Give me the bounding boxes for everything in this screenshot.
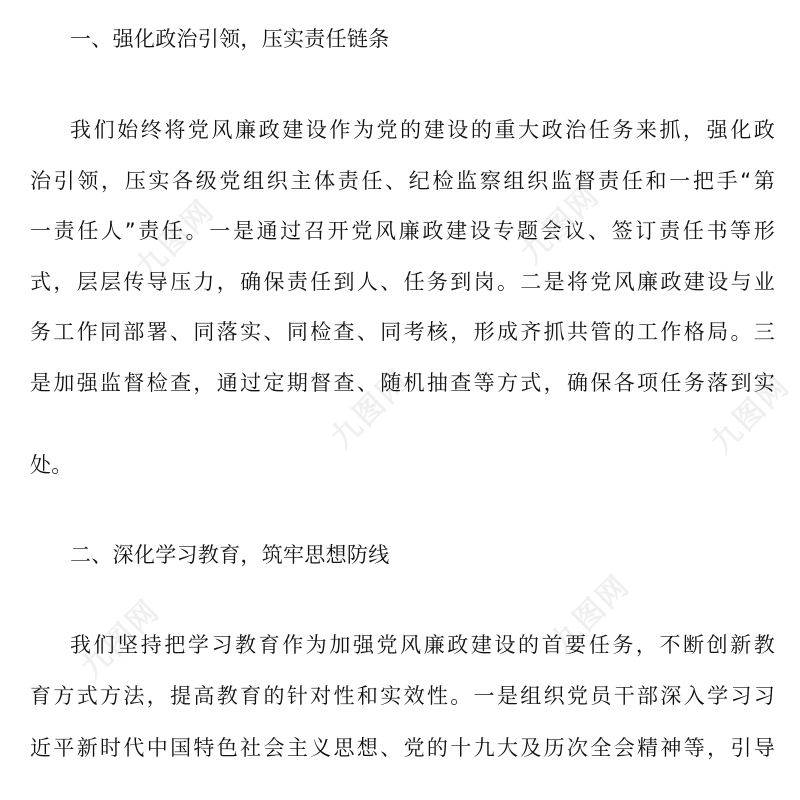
paragraph-line: 处。 [30, 453, 73, 477]
paragraph-line: 治引领，压实各级党组织主体责任、纪检监察组织监督责任和一把手“第 [30, 169, 775, 193]
watermark: 九图网 [704, 368, 797, 461]
watermark: 九图网 [324, 363, 417, 456]
watermark: 九图网 [514, 178, 607, 271]
paragraph-line: 近平新时代中国特色社会主义思想、党的十九大及历次全会精神等，引导 [30, 736, 775, 760]
watermark: 九图网 [544, 568, 637, 661]
section-1-heading: 一、强化政治引领，压实责任链条 [70, 27, 390, 51]
paragraph-line: 务工作同部署、同落实、同检查、同考核，形成齐抓共管的工作格局。三 [30, 320, 775, 344]
paragraph-line: 我们始终将党风廉政建设作为党的建设的重大政治任务来抓，强化政 [70, 118, 775, 142]
paragraph-line: 式，层层传导压力，确保责任到人、任务到岗。二是将党风廉政建设与业 [30, 270, 775, 294]
paragraph-line: 育方式方法，提高教育的针对性和实效性。一是组织党员干部深入学习习 [30, 684, 775, 708]
paragraph-line: 是加强监督检查，通过定期督查、随机抽查等方式，确保各项任务落到实 [30, 371, 775, 395]
paragraph-line: 一责任人”责任。一是通过召开党风廉政建设专题会议、签订责任书等形 [30, 219, 775, 243]
watermark: 九图网 [74, 593, 167, 686]
section-2-heading: 二、深化学习教育，筑牢思想防线 [70, 543, 390, 567]
paragraph-line: 我们坚持把学习教育作为加强党风廉政建设的首要任务，不断创新教 [70, 633, 775, 657]
watermark: 九图网 [129, 193, 222, 286]
